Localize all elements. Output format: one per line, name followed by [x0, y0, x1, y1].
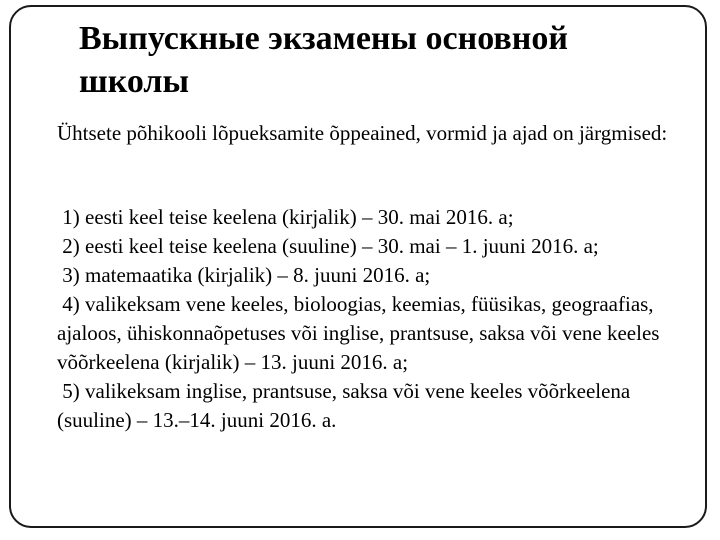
list-item-text: 4) valikeksam vene keeles, bioloogias, keemias, füüsikas, geograafias, ajaloos, ühiskonnaõpetuses või inglise, prantsuse, saksa või vene keeles võõrkeelena (kirjalik) – 13. juuni 2016. a; — [57, 292, 665, 374]
slide-title: Выпускные экзамены основной школы — [79, 20, 568, 100]
list-item — [57, 232, 697, 261]
list-item — [57, 290, 697, 377]
exam-list — [57, 203, 697, 435]
list-item — [57, 203, 697, 232]
list-item-text: 1) eesti keel teise keelena (kirjalik) – 30. mai 2016. a; — [57, 205, 514, 229]
intro-text: Ühtsete põhikooli lõpueksamite õppeained, vormid ja ajad on järgmised: — [57, 121, 668, 145]
list-item-text: 2) eesti keel teise keelena (suuline) – 30. mai – 1. juuni 2016. a; — [57, 234, 599, 258]
list-item-text: 3) matemaatika (kirjalik) – 8. juuni 2016. a; — [57, 263, 431, 287]
list-item — [57, 377, 697, 435]
list-item-text: 5) valikeksam inglise, prantsuse, saksa või vene keeles võõrkeelena (suuline) – 13.–14. juuni 2016. a. — [57, 379, 636, 432]
list-item — [57, 261, 697, 290]
